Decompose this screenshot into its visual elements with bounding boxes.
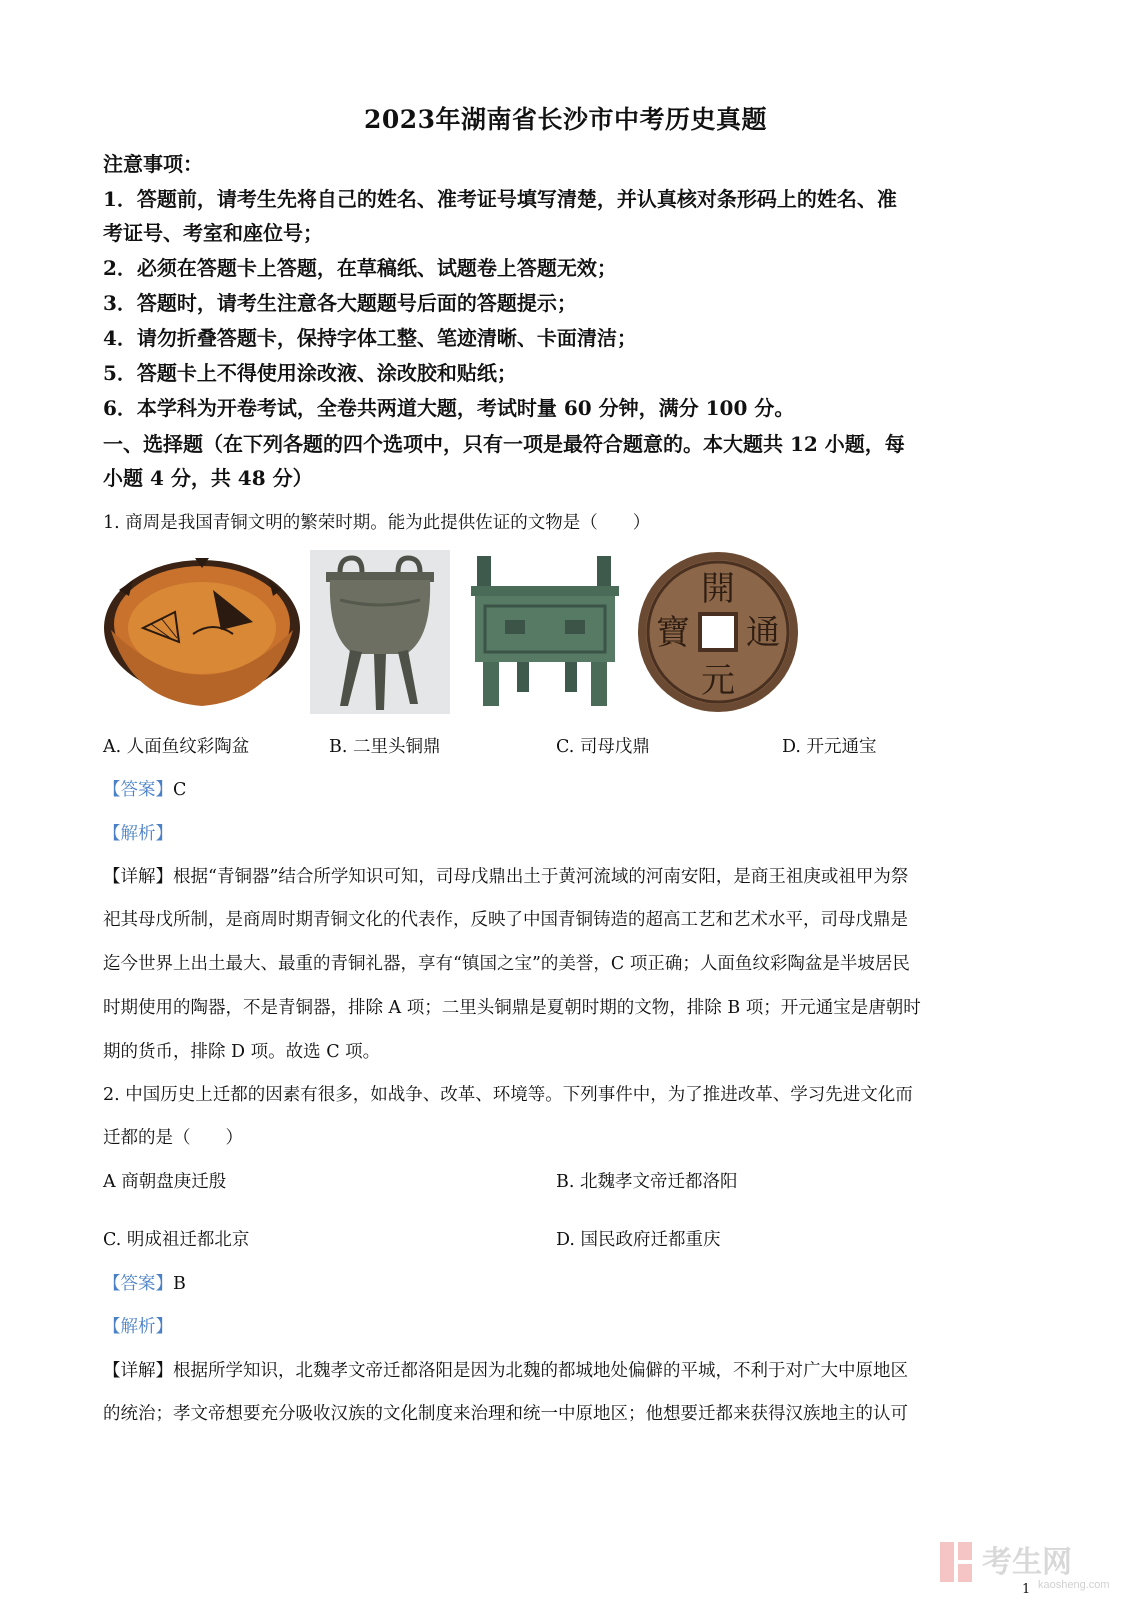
detail-line: 时期使用的陶器，不是青铜器，排除 A 项；二里头铜鼎是夏朝时期的文物，排除 B 项；开元通宝是唐朝时 bbox=[103, 998, 921, 1018]
notice-item: 考证号、考室和座位号； bbox=[103, 221, 323, 245]
page-title: 2023年湖南省长沙市中考历史真题 bbox=[363, 105, 768, 134]
answer-value: B bbox=[173, 1274, 186, 1294]
analysis-label: 【解析】 bbox=[103, 824, 173, 844]
logo-url: kaosheng.com bbox=[1038, 1579, 1110, 1591]
notice-item: 2．必须在答题卡上答题，在草稿纸、试题卷上答题无效； bbox=[103, 256, 617, 280]
detail-line: 期的货币，排除 D 项。故选 C 项。 bbox=[103, 1042, 381, 1062]
option-c: C. 司母戊鼎 bbox=[556, 737, 650, 757]
erlitou-bronze-ding-image bbox=[310, 550, 450, 714]
option-a: A. 人面鱼纹彩陶盆 bbox=[103, 737, 250, 757]
painted-pottery-basin-image bbox=[103, 550, 301, 714]
detail-line: 迄今世界上出土最大、最重的青铜礼器，享有“镇国之宝”的美誉，C 项正确；人面鱼纹彩陶盆是半坡居民 bbox=[103, 954, 910, 974]
coin-char-bottom: 元 bbox=[701, 661, 735, 701]
detail-text: 根据“青铜器”结合所学知识可知，司母戊鼎出土于黄河流域的河南安阳，是商王祖庚或祖甲为祭 bbox=[173, 867, 909, 887]
kaiyuan-coin-image bbox=[636, 550, 800, 714]
notice-heading: 注意事项： bbox=[103, 152, 203, 176]
question-stem: 2. 中国历史上迁都的因素有很多，如战争、改革、环境等。下列事件中，为了推进改革、学习先进文化而 bbox=[103, 1085, 913, 1105]
section-heading: 一、选择题（在下列各题的四个选项中，只有一项是最符合题意的。本大题共 12 小题，每 bbox=[103, 432, 905, 456]
notice-item: 1．答题前，请考生先将自己的姓名、准考证号填写清楚，并认真核对条形码上的姓名、准 bbox=[103, 187, 897, 211]
detail-label: 【详解】 bbox=[103, 1361, 173, 1381]
option-b: B. 二里头铜鼎 bbox=[329, 737, 441, 757]
notice-item: 6．本学科为开卷考试，全卷共两道大题，考试时量 60 分钟，满分 100 分。 bbox=[103, 396, 795, 420]
notice-item: 3．答题时，请考生注意各大题题号后面的答题提示； bbox=[103, 291, 577, 315]
option-d: D. 开元通宝 bbox=[782, 737, 877, 757]
detail-label: 【详解】 bbox=[103, 867, 173, 887]
option-d: D. 国民政府迁都重庆 bbox=[556, 1230, 721, 1250]
answer-line bbox=[103, 776, 186, 801]
answer-value: C bbox=[173, 780, 187, 800]
detail-line: 祀其母戊所制，是商周时期青铜文化的代表作，反映了中国青铜铸造的超高工艺和艺术水平，司母戊鼎是 bbox=[103, 910, 908, 930]
kaosheng-logo[interactable] bbox=[938, 1536, 1123, 1592]
notice-item: 4．请勿折叠答题卡，保持字体工整、笔迹清晰、卡面清洁； bbox=[103, 326, 637, 350]
option-a: A 商朝盘庚迁殷 bbox=[103, 1172, 227, 1192]
notice-item: 5．答题卡上不得使用涂改液、涂改胶和贴纸； bbox=[103, 361, 517, 385]
detail-text: 根据所学知识，北魏孝文帝迁都洛阳是因为北魏的都城地处偏僻的平城，不利于对广大中原地区 bbox=[173, 1361, 908, 1381]
question-stem: 1. 商周是我国青铜文明的繁荣时期。能为此提供佐证的文物是（ ） bbox=[103, 513, 651, 533]
detail-line bbox=[103, 863, 908, 888]
detail-line: 的统治；孝文帝想要充分吸收汉族的文化制度来治理和统一中原地区；他想要迁都来获得汉族地主的认可 bbox=[103, 1404, 908, 1424]
coin-char-top: 開 bbox=[701, 569, 735, 609]
question-stem: 迁都的是（ ） bbox=[103, 1128, 243, 1148]
section-heading: 小题 4 分，共 48 分） bbox=[103, 466, 313, 490]
option-c: C. 明成祖迁都北京 bbox=[103, 1230, 250, 1250]
answer-label: 【答案】 bbox=[103, 1274, 173, 1294]
answer-line bbox=[103, 1270, 186, 1295]
page-number: 1 bbox=[1022, 1582, 1031, 1597]
detail-line bbox=[103, 1357, 908, 1382]
coin-char-right: 通 bbox=[746, 613, 780, 653]
simuwu-ding-image bbox=[465, 550, 625, 714]
option-b: B. 北魏孝文帝迁都洛阳 bbox=[556, 1172, 738, 1192]
coin-char-left: 寶 bbox=[656, 613, 690, 653]
logo-text: 考生网 bbox=[982, 1546, 1072, 1579]
analysis-label: 【解析】 bbox=[103, 1317, 173, 1337]
answer-label: 【答案】 bbox=[103, 780, 173, 800]
